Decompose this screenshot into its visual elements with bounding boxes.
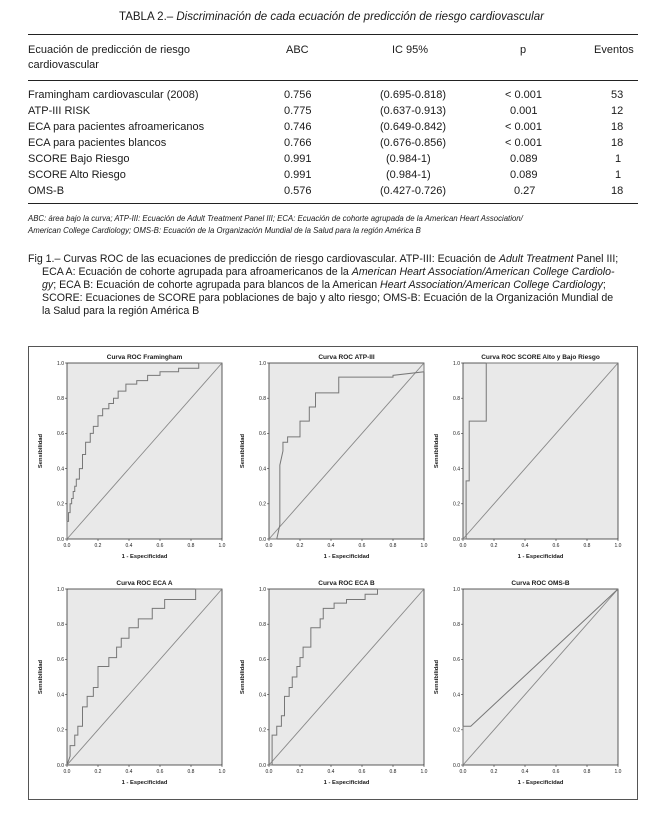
x-tick-label: 0.8: [583, 769, 591, 775]
y-tick-label: 0.4: [259, 692, 266, 699]
x-tick-label: 0.2: [94, 543, 102, 549]
header-equation-line2: cardiovascular: [28, 59, 99, 71]
cell-ic: (0.676-0.856): [380, 137, 447, 149]
y-tick-label: 0.0: [453, 536, 460, 543]
cell-ic: (0.695-0.818): [380, 89, 447, 101]
x-tick-label: 0.0: [459, 769, 467, 775]
table-title-text: Discriminación de cada ecuación de predicción de riesgo cardiovascular: [176, 11, 544, 23]
roc-chart-score: [428, 351, 626, 569]
x-tick-label: 1.0: [218, 769, 226, 775]
x-tick-label: 0.2: [296, 543, 304, 549]
cell-abc: 0.746: [284, 121, 312, 133]
y-tick-label: 0.8: [57, 396, 64, 402]
cell-ic: (0.984-1): [386, 153, 431, 165]
chart-title: Curva ROC ECA B: [318, 580, 375, 587]
caption-line3-d: ;: [602, 279, 606, 291]
caption-line3: [28, 279, 640, 292]
caption-line1-c: Panel III;: [573, 253, 619, 265]
x-axis-label: 1 - Especificidad: [121, 554, 168, 560]
cell-p: < 0.001: [505, 89, 543, 101]
x-tick-label: 0.6: [552, 769, 560, 775]
x-tick-label: 0.4: [521, 543, 529, 549]
x-tick-label: 0.2: [296, 769, 304, 775]
cell-ic: (0.984-1): [386, 169, 431, 181]
y-tick-label: 1.0: [57, 360, 64, 367]
table-row: [0, 137, 663, 153]
figure-caption: [28, 253, 640, 318]
x-tick-label: 0.2: [490, 543, 498, 549]
y-tick-label: 0.0: [57, 762, 64, 769]
x-tick-label: 0.4: [521, 769, 529, 775]
table-header-rule: [28, 80, 638, 81]
y-tick-label: 0.4: [453, 466, 460, 473]
x-tick-label: 0.0: [459, 543, 467, 549]
cell-p: 0.089: [510, 169, 538, 181]
x-tick-label: 0.6: [552, 543, 560, 549]
table-row: [0, 121, 663, 137]
x-tick-label: 0.0: [265, 543, 273, 549]
table-row: [0, 105, 663, 121]
y-tick-label: 0.8: [453, 396, 460, 402]
cell-ic: (0.649-0.842): [380, 121, 447, 133]
cell-p: 0.089: [510, 153, 538, 165]
x-tick-label: 0.8: [389, 543, 397, 549]
cell-equation: OMS-B: [28, 185, 65, 197]
caption-line2-a: ECA A: Ecuación de cohorte agrupada para afroamericanos de la: [42, 266, 352, 278]
x-tick-label: 0.0: [265, 769, 273, 775]
chart-title: Curva ROC Framingham: [106, 354, 183, 361]
cell-events: 1: [615, 153, 622, 165]
roc-chart-eca-b: [234, 577, 432, 795]
y-tick-label: 0.0: [259, 536, 266, 543]
x-tick-label: 1.0: [614, 769, 622, 775]
caption-line1-a: Fig 1.– Curvas ROC de las ecuaciones de predicción de riesgo cardiovascular. ATP-III: Ecuación de: [28, 253, 499, 265]
figure-panel: [28, 346, 638, 800]
caption-line2: [28, 266, 640, 279]
cell-p: < 0.001: [505, 121, 543, 133]
x-tick-label: 0.4: [327, 543, 335, 549]
x-tick-label: 0.4: [125, 769, 133, 775]
y-tick-label: 1.0: [57, 586, 64, 593]
footnote-line2: American College Cardiology; OMS-B: Ecuación de la Organización Mundial de la Salud para la región América B: [28, 226, 421, 235]
x-tick-label: 0.0: [63, 543, 71, 549]
cell-equation: ECA para pacientes afroamericanos: [28, 121, 205, 133]
y-tick-label: 1.0: [453, 360, 460, 367]
roc-chart-framingham: [32, 351, 230, 569]
x-tick-label: 0.6: [358, 769, 366, 775]
footnote-line1: ABC: área bajo la curva; ATP-III: Ecuación de Adult Treatment Panel III; ECA: Ecuación de cohorte agrupada de la American Heart Association/: [28, 214, 523, 223]
y-tick-label: 0.2: [259, 501, 266, 508]
caption-line4: SCORE: Ecuaciones de SCORE para poblaciones de bajo y alto riesgo; OMS-B: Ecuación de la Organización Mundial de: [42, 292, 614, 304]
y-tick-label: 0.0: [453, 762, 460, 769]
cell-abc: 0.576: [284, 185, 312, 197]
x-axis-label: 1 - Especificidad: [121, 780, 168, 786]
y-axis-label: Sensibilidad: [434, 433, 440, 469]
y-tick-label: 1.0: [259, 360, 266, 367]
cell-events: 18: [611, 137, 624, 149]
chart-title: Curva ROC SCORE Alto y Bajo Riesgo: [481, 354, 600, 361]
cell-events: 12: [611, 105, 624, 117]
x-axis-label: 1 - Especificidad: [517, 780, 564, 786]
header-ic: IC 95%: [392, 44, 429, 56]
x-axis-label: 1 - Especificidad: [323, 780, 370, 786]
table-row: [0, 89, 663, 105]
x-tick-label: 0.0: [63, 769, 71, 775]
header-abc: ABC: [286, 44, 309, 56]
y-tick-label: 0.8: [259, 396, 266, 402]
x-tick-label: 1.0: [218, 543, 226, 549]
cell-p: 0.27: [514, 185, 536, 197]
x-tick-label: 0.8: [583, 543, 591, 549]
x-tick-label: 0.8: [187, 543, 195, 549]
y-tick-label: 0.2: [453, 727, 460, 734]
y-tick-label: 0.6: [259, 657, 266, 664]
table-row: [0, 169, 663, 185]
y-axis-label: Sensibilidad: [434, 659, 440, 695]
x-tick-label: 0.4: [125, 543, 133, 549]
table-row: [0, 153, 663, 169]
y-tick-label: 1.0: [259, 586, 266, 593]
roc-chart-oms-b: [428, 577, 626, 795]
cell-abc: 0.766: [284, 137, 312, 149]
y-tick-label: 0.2: [57, 501, 64, 508]
cell-events: 18: [611, 185, 624, 197]
y-tick-label: 0.0: [57, 536, 64, 543]
cell-equation: ATP-III RISK: [28, 105, 91, 117]
table-title-prefix: TABLA 2.–: [119, 11, 177, 23]
y-tick-label: 0.6: [57, 657, 64, 664]
caption-line1-b: Adult Treatment: [498, 253, 574, 265]
caption-line3-a: gy: [42, 279, 54, 291]
cell-abc: 0.991: [284, 153, 312, 165]
cell-p: < 0.001: [505, 137, 543, 149]
cell-equation: SCORE Alto Riesgo: [28, 169, 126, 181]
x-tick-label: 0.6: [156, 769, 164, 775]
x-tick-label: 1.0: [614, 543, 622, 549]
x-tick-label: 0.2: [490, 769, 498, 775]
y-axis-label: Sensibilidad: [38, 659, 44, 695]
y-axis-label: Sensibilidad: [38, 433, 44, 469]
caption-line3-c: Heart Association/American College Cardiology: [380, 279, 603, 291]
x-tick-label: 0.8: [389, 769, 397, 775]
cell-events: 1: [615, 169, 622, 181]
header-equation-line1: Ecuación de predicción de riesgo: [28, 44, 191, 56]
y-tick-label: 0.2: [57, 727, 64, 734]
y-tick-label: 0.4: [57, 692, 64, 699]
table-footnote: [28, 213, 640, 237]
y-tick-label: 0.4: [453, 692, 460, 699]
table-row: [0, 185, 663, 201]
y-tick-label: 0.2: [259, 727, 266, 734]
table-title: [0, 11, 663, 23]
y-tick-label: 0.6: [259, 431, 266, 438]
caption-line2-b: American Heart Association/American College Cardiolo-: [351, 266, 615, 278]
x-tick-label: 0.8: [187, 769, 195, 775]
cell-events: 53: [611, 89, 624, 101]
cell-abc: 0.756: [284, 89, 312, 101]
y-tick-label: 0.6: [453, 431, 460, 438]
caption-line3-b: ; ECA B: Ecuación de cohorte agrupada para blancos de la American: [53, 279, 381, 291]
table-bottom-rule: [28, 203, 638, 204]
cell-equation: Framingham cardiovascular (2008): [28, 89, 199, 101]
header-equation: [28, 43, 190, 73]
y-tick-label: 0.8: [259, 622, 266, 628]
cell-abc: 0.991: [284, 169, 312, 181]
y-tick-label: 0.2: [453, 501, 460, 508]
roc-chart-eca-a: [32, 577, 230, 795]
x-axis-label: 1 - Especificidad: [517, 554, 564, 560]
cell-abc: 0.775: [284, 105, 312, 117]
cell-ic: (0.637-0.913): [380, 105, 447, 117]
caption-line1: [28, 253, 640, 266]
y-tick-label: 0.4: [259, 466, 266, 473]
chart-title: Curva ROC ATP-III: [318, 354, 375, 361]
cell-ic: (0.427-0.726): [380, 185, 447, 197]
x-tick-label: 0.2: [94, 769, 102, 775]
cell-equation: SCORE Bajo Riesgo: [28, 153, 130, 165]
cell-events: 18: [611, 121, 624, 133]
table-top-rule: [28, 34, 638, 35]
x-tick-label: 0.6: [156, 543, 164, 549]
x-tick-label: 0.6: [358, 543, 366, 549]
roc-chart-atp-iii: [234, 351, 432, 569]
x-axis-label: 1 - Especificidad: [323, 554, 370, 560]
cell-p: 0.001: [510, 105, 538, 117]
y-tick-label: 0.6: [57, 431, 64, 438]
y-tick-label: 0.8: [453, 622, 460, 628]
x-tick-label: 1.0: [420, 543, 428, 549]
y-tick-label: 0.6: [453, 657, 460, 664]
header-p: p: [520, 44, 527, 56]
x-tick-label: 1.0: [420, 769, 428, 775]
y-axis-label: Sensibilidad: [240, 433, 246, 469]
y-tick-label: 1.0: [453, 586, 460, 593]
y-tick-label: 0.0: [259, 762, 266, 769]
header-events: Eventos: [594, 44, 634, 56]
caption-line5: la Salud para la región América B: [42, 305, 200, 317]
x-tick-label: 0.4: [327, 769, 335, 775]
chart-title: Curva ROC OMS-B: [511, 580, 570, 587]
y-axis-label: Sensibilidad: [240, 659, 246, 695]
y-tick-label: 0.8: [57, 622, 64, 628]
chart-title: Curva ROC ECA A: [116, 580, 173, 587]
y-tick-label: 0.4: [57, 466, 64, 473]
cell-equation: ECA para pacientes blancos: [28, 137, 167, 149]
